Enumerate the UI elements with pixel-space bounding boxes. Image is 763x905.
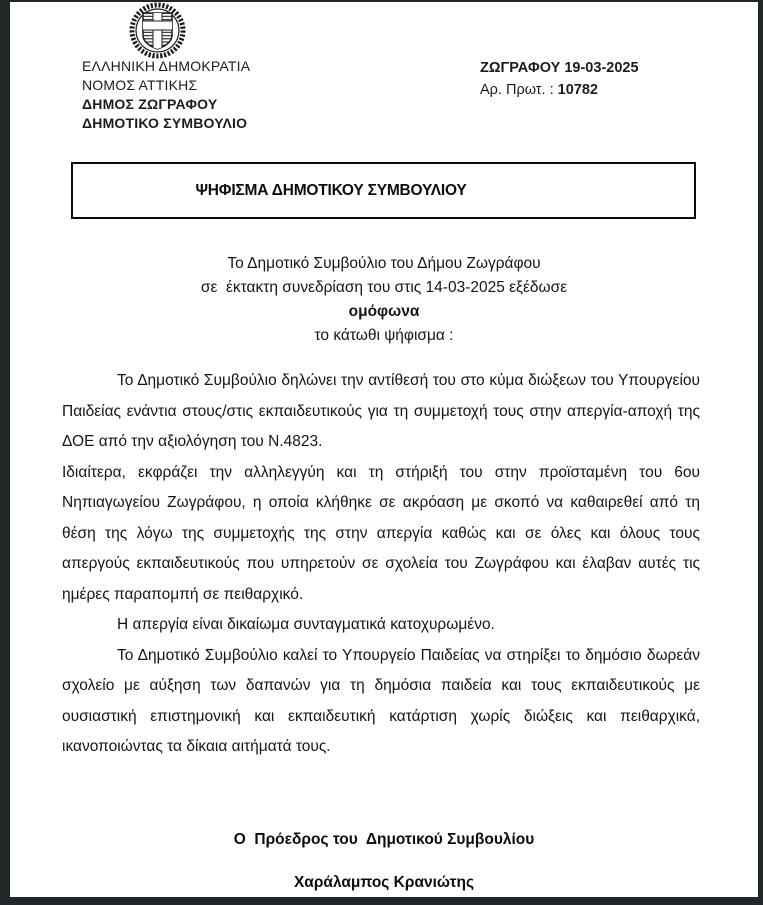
authority-line-republic: ΕΛΛΗΝΙΚΗ ΔΗΜΟΚΡΑΤΙΑ	[82, 58, 251, 74]
signature-name: Χαράλαμπος Κρανιώτης	[293, 874, 475, 891]
protocol-label: Αρ. Πρωτ. :	[480, 82, 554, 98]
document-page	[10, 2, 758, 897]
intro-block	[10, 252, 758, 348]
signature-role: Ο Πρόεδρος του Δημοτικού Συμβουλίου	[233, 831, 535, 848]
body-paragraph-3: Η απεργία είναι δικαίωμα συνταγματικά κατοχυρωμένο.	[117, 616, 495, 633]
authority-line-municipality: ΔΗΜΟΣ ΖΩΓΡΑΦΟΥ	[82, 96, 218, 112]
resolution-title-box	[71, 162, 696, 219]
protocol-number: 10782	[557, 82, 598, 98]
body-paragraph-4: Το Δημοτικό Συμβούλιο καλεί το Υπουργείο Παιδείας να στηρίξει το δημόσιο δωρεάν σχολείο με αύξηση των δαπανών για τη δημόσια παιδεία και τους εκπαιδευτικούς με ουσιαστική επιστημονική και εκπαιδευτική κατάρτιση χωρίς διώξεις και πειθαρχικά, ικανοποιώντας τα δίκαια αιτήματά τους.	[62, 646, 700, 755]
intro-emphasis-unanimous: ομόφωνα	[348, 303, 420, 320]
greek-national-emblem-icon	[115, 2, 200, 59]
protocol-line	[480, 79, 639, 101]
body-paragraph-1: Το Δημοτικό Συμβούλιο δηλώνει την αντίθεσή του στο κύμα διώξεων του Υπουργείου Παιδείας ενάντια στους/στις εκπαιδευτικούς για τη συμμετοχή τους στην απεργία-αποχή της ΔΟΕ από την αξιολόγηση του Ν.4823.	[62, 372, 700, 450]
resolution-body	[62, 366, 700, 763]
place-date: ΖΩΓΡΑΦΟΥ 19-03-2025	[480, 60, 639, 76]
authority-line-prefecture: ΝΟΜΟΣ ΑΤΤΙΚΗΣ	[82, 77, 198, 93]
resolution-title: ΨΗΦΙΣΜΑ ΔΗΜΟΤΙΚΟΥ ΣΥΜΒΟΥΛΙΟΥ	[195, 181, 467, 199]
issuing-authority-block	[82, 57, 250, 133]
body-paragraph-2: Ιδιαίτερα, εκφράζει την αλληλεγγύη και τη στήριξή του στην προϊσταμένη του 6ου Νηπιαγωγείου Ζωγράφου, η οποία κλήθηκε σε ακρόαση με σκοπό να καθαιρεθεί από τη θέση της λόγω της συμμετοχής της στην απεργία καθώς και σε όλες και όλους τους απεργούς εκπαιδευτικούς που υπηρετούν σε σχολεία του Ζωγράφου και έλαβαν αυτές τις ημέρες παραπομπή σε πειθαρχικό.	[62, 463, 700, 603]
intro-line-council: Το Δημοτικό Συμβούλιο του Δήμου Ζωγράφου	[227, 255, 541, 272]
authority-line-council: ΔΗΜΟΤΙΚΟ ΣΥΜΒΟΥΛΙΟ	[82, 115, 248, 131]
intro-line-session: σε έκτακτη συνεδρίαση του στις 14-03-2025 εξέδωσε	[200, 279, 568, 296]
date-protocol-block	[480, 57, 639, 101]
intro-line-resolution: το κάτωθι ψήφισμα :	[314, 327, 454, 344]
